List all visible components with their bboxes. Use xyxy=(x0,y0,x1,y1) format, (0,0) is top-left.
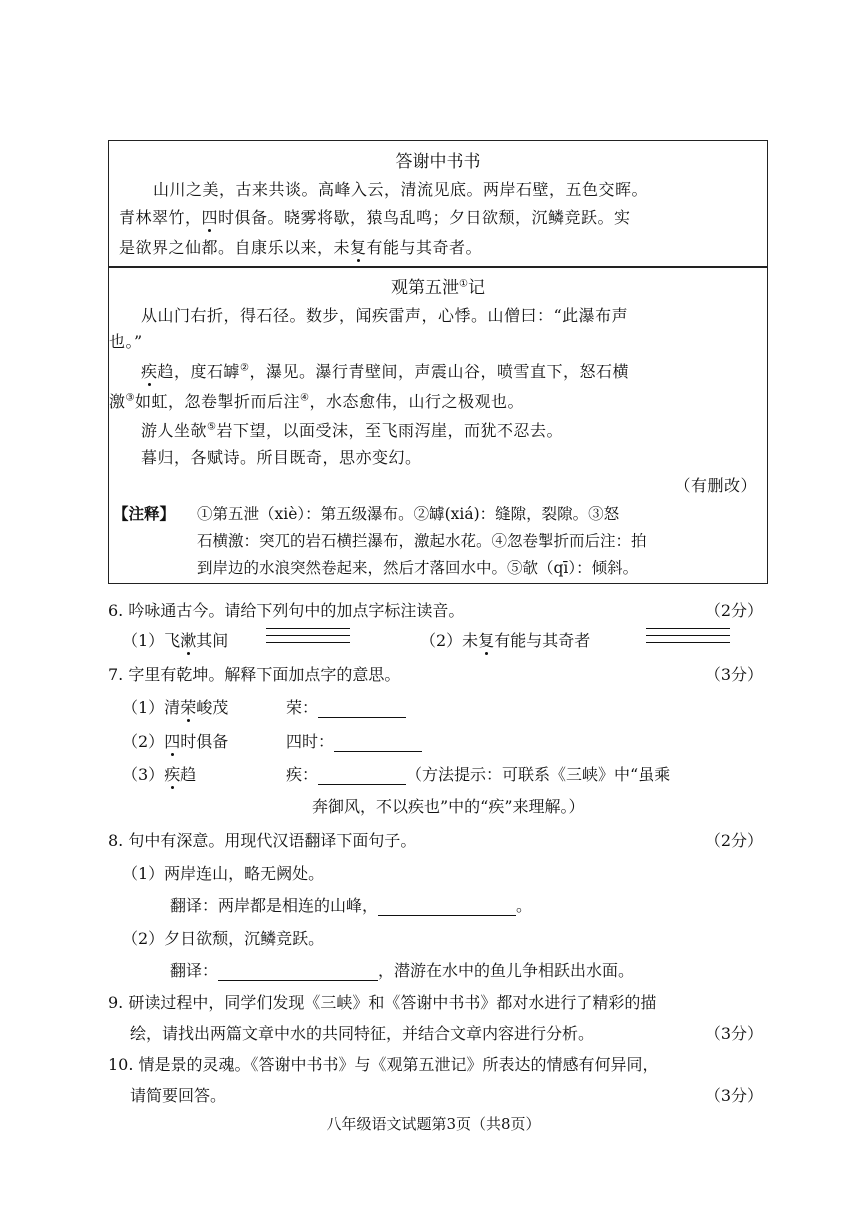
source-note: （有删改） xyxy=(674,476,757,495)
answer-blank[interactable] xyxy=(218,961,378,981)
q9-score: （3分） xyxy=(704,1024,763,1043)
passage1-line-3 xyxy=(119,235,482,258)
q8-score: （2分） xyxy=(704,831,763,850)
text-segment: （1）清 xyxy=(122,698,181,717)
dotted-character: 荣 xyxy=(180,698,197,717)
q6-score: （2分） xyxy=(704,601,763,620)
passage2-line-3 xyxy=(141,359,629,382)
text-segment: 岩下望，以面受沫，至飞雨泻崖，而犹不忍去。 xyxy=(216,421,563,440)
text-segment: 游人坐欹 xyxy=(141,421,208,440)
q6-item-1 xyxy=(122,628,228,651)
page-footer: 八年级语文试题第3页（共8页） xyxy=(326,1115,541,1133)
text-segment: 有能与其奇者 xyxy=(494,631,591,650)
dotted-character: 漱 xyxy=(180,631,197,650)
translation-text: ，潜游在水中的鱼儿争相跃出水面。 xyxy=(378,961,635,980)
note-line-3: 到岸边的水浪突然卷起来，然后才落回水中。⑤欹（qī）：倾斜。 xyxy=(197,559,639,577)
q8-item-2: （2）夕日欲颓，沉鳞竞跃。 xyxy=(122,929,325,948)
note-line-1: ①第五泄（xiè）：第五级瀑布。②罅(xiá)：缝隙，裂隙。③怒 xyxy=(197,505,620,523)
passage-box-2 xyxy=(108,266,768,584)
translation-text: 。 xyxy=(516,896,533,915)
footnote-mark: ② xyxy=(240,362,250,374)
q7-item-2 xyxy=(122,729,228,752)
dotted-character: 疾 xyxy=(141,362,158,381)
answer-blank[interactable] xyxy=(318,765,406,785)
q7-score: （3分） xyxy=(704,665,763,684)
passage2-line-2: 也。” xyxy=(109,332,143,351)
notes-label: 【注释】 xyxy=(113,504,176,523)
q7-hint-line-2: 奔御风，不以疾也”中的“疾”来理解。） xyxy=(312,797,585,816)
text-segment: 时俱备。晓雾将歇，猿鸟乱鸣；夕日欲颓，沉鳞竞跃。实 xyxy=(218,208,631,227)
text-segment: 趋，度石罅 xyxy=(157,362,241,381)
q9-line-2: 绘，请找出两篇文章中水的共同特征，并结合文章内容进行分析。 xyxy=(130,1024,595,1043)
text-segment: 时俱备 xyxy=(180,732,229,751)
q7-stem: 7. 字里有乾坤。解释下面加点字的意思。 xyxy=(108,665,401,684)
dotted-character: 疾 xyxy=(164,765,181,784)
text-segment: （3） xyxy=(122,765,165,784)
answer-label: 荣： xyxy=(286,698,319,717)
q6-answer-lines-1[interactable] xyxy=(266,628,350,649)
answer-blank[interactable] xyxy=(334,732,422,752)
q7-item-1 xyxy=(122,695,228,718)
text-segment: （2） xyxy=(122,732,165,751)
answer-blank[interactable] xyxy=(378,896,516,916)
translation-text: 翻译：两岸都是相连的山峰， xyxy=(170,896,379,915)
passage2-line-5 xyxy=(141,418,563,441)
q10-line-2: 请简要回答。 xyxy=(130,1086,227,1105)
text-segment: 青林翠竹， xyxy=(119,208,202,227)
q6-item-2 xyxy=(420,628,590,651)
text-segment: 峻茂 xyxy=(196,698,229,717)
answer-label: 四时： xyxy=(286,732,335,751)
q6-answer-lines-2[interactable] xyxy=(646,628,730,649)
passage-title-2 xyxy=(109,273,767,298)
text-segment: （2）未 xyxy=(420,631,479,650)
passage1-line-2 xyxy=(119,205,631,228)
passage1-line-1: 山川之美，古来共谈。高峰入云，清流见底。两岸石壁，五色交晖。 xyxy=(153,180,649,199)
title-text: 记 xyxy=(467,278,485,298)
text-segment: 其间 xyxy=(196,631,229,650)
dotted-character: 四 xyxy=(164,732,181,751)
footnote-mark: ③ xyxy=(125,392,135,404)
answer-blank[interactable] xyxy=(318,698,406,718)
footnote-mark: ① xyxy=(459,278,468,290)
text-segment: 如虹，忽卷掣折而后注 xyxy=(134,392,300,411)
translation-text: 翻译： xyxy=(170,961,219,980)
q7-item-3 xyxy=(122,762,196,785)
text-segment: ，水态愈伟，山行之极观也。 xyxy=(309,392,524,411)
title-text: 观第五泄 xyxy=(391,278,460,298)
q8-translation-1 xyxy=(170,893,532,916)
passage2-line-6: 暮归，各赋诗。所目既奇，思亦变幻。 xyxy=(141,448,422,467)
footnote-mark: ⑤ xyxy=(207,421,217,433)
q7-answer-1 xyxy=(286,695,406,718)
text-segment: 有能与其奇者。 xyxy=(366,238,483,257)
method-hint: （方法提示：可联系《三峡》中“虽乘 xyxy=(406,765,671,784)
passage-title-1: 答谢中书书 xyxy=(395,152,481,172)
q7-answer-3 xyxy=(286,762,670,785)
q7-answer-2 xyxy=(286,729,422,752)
note-line-2: 石横激：突兀的岩石横拦瀑布，激起水花。④忽卷掣折而后注：拍 xyxy=(197,532,647,550)
passage2-line-1: 从山门右折，得石径。数步，闻疾雷声，心悸。山僧曰：“此瀑布声 xyxy=(141,306,629,325)
q10-score: （3分） xyxy=(704,1086,763,1105)
dotted-character: 复 xyxy=(350,238,367,257)
dotted-character: 四 xyxy=(201,208,219,227)
q9-line-1: 9. 研读过程中，同学们发现《三峡》和《答谢中书书》都对水进行了精彩的描 xyxy=(108,993,657,1012)
text-segment: ，瀑见。瀑行青壁间，声震山谷，喷雪直下，怒石横 xyxy=(249,362,630,381)
q6-stem: 6. 吟咏通古今。请给下列句中的加点字标注读音。 xyxy=(108,601,465,620)
q8-stem: 8. 句中有深意。用现代汉语翻译下面句子。 xyxy=(108,831,417,850)
q8-translation-2 xyxy=(170,958,634,981)
text-segment: （1）飞 xyxy=(122,631,181,650)
text-segment: 激 xyxy=(109,392,126,411)
q8-item-1: （1）两岸连山，略无阙处。 xyxy=(122,864,325,883)
answer-label: 疾： xyxy=(286,765,319,784)
passage2-line-4 xyxy=(109,389,524,412)
text-segment: 趋 xyxy=(180,765,197,784)
footnote-mark: ④ xyxy=(300,392,310,404)
dotted-character: 复 xyxy=(478,631,495,650)
q10-line-1: 10. 情是景的灵魂。《答谢中书书》与《观第五泄记》所表达的情感有何异同， xyxy=(108,1055,659,1074)
text-segment: 是欲界之仙都。自康乐以来，未 xyxy=(119,238,351,257)
passage-box-1 xyxy=(108,140,768,268)
